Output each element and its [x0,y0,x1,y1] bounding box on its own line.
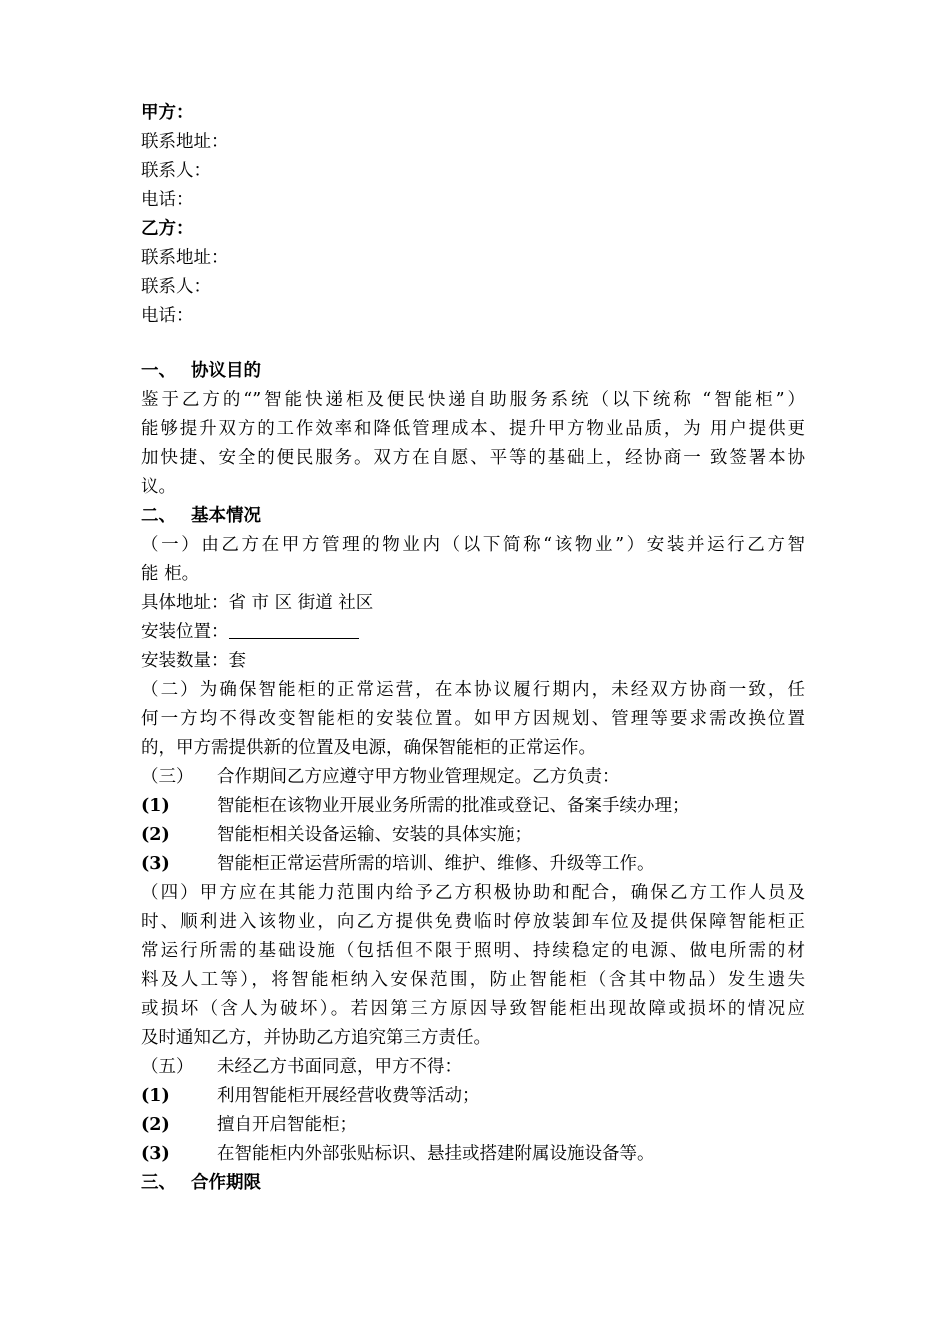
address-line: 具体地址：省 市 区 街道 社区 [141,593,374,613]
section-2-p5-number: （五） [141,1057,194,1077]
section-2-p4-line-3: 常运行所需的基础设施（包括但不限于照明、持续稳定的电源、做电所需的材 [141,941,805,961]
item-number: (1) [141,796,170,816]
section-1-line-3: 加快捷、安全的便民服务。双方在自愿、平等的基础上，经协商一 致签署本协 [141,448,805,468]
section-2-p3-number: （三） [141,767,194,787]
party-a-address: 联系地址： [141,132,229,152]
party-b-contact: 联系人： [141,277,211,297]
section-2-number: 二、 [141,506,176,526]
section-2-p2-line-3: 的，甲方需提供新的位置及电源，确保智能柜的正常运作。 [141,738,596,758]
party-a-contact: 联系人： [141,161,211,181]
item-number: (2) [141,825,170,845]
section-2-p5-text: 未经乙方书面同意，甲方不得： [217,1057,462,1077]
section-2-p5-item-2 [141,1111,357,1140]
item-text: 擅自开启智能柜； [217,1115,357,1135]
section-2-p3-item-2 [141,821,532,850]
section-2-p3-item-1 [141,792,690,821]
section-2-p5-item-3 [141,1140,655,1169]
item-number: (1) [141,1086,170,1106]
section-3-title: 合作期限 [191,1173,261,1193]
item-text: 智能柜正常运营所需的培训、维护、维修、升级等工作。 [217,854,655,874]
section-1-line-1: 鉴于乙方的“”智能快递柜及便民快递自助服务系统（以下统称 “智能柜”） [141,390,805,410]
install-position-line [141,618,359,647]
section-2-p5-head [141,1053,462,1082]
section-2-p2-line-2: 何一方均不得改变智能柜的安装位置。如甲方因规划、管理等要求需改换位置 [141,709,805,729]
install-quantity-line: 安装数量：套 [141,651,246,671]
section-2-p3-head [141,763,620,792]
section-3-heading [141,1169,261,1198]
section-1-heading [141,357,261,386]
section-2-p5-item-1 [141,1082,480,1111]
section-3-number: 三、 [141,1173,176,1193]
item-number: (3) [141,854,170,874]
section-2-heading [141,502,261,531]
item-number: (3) [141,1144,170,1164]
party-a-title: 甲方： [141,103,194,123]
section-2-title: 基本情况 [191,506,261,526]
install-position-label: 安装位置： [141,622,229,642]
section-1-number: 一、 [141,361,176,381]
section-2-p4-line-1: （四）甲方应在其能力范围内给予乙方积极协助和配合，确保乙方工作人员及 [141,883,805,903]
party-b-title: 乙方： [141,219,194,239]
section-1-line-4: 议。 [141,477,176,497]
install-position-blank [229,620,359,639]
party-b-address: 联系地址： [141,248,229,268]
section-2-p3-item-3 [141,850,655,879]
section-2-p3-text: 合作期间乙方应遵守甲方物业管理规定。乙方负责： [217,767,620,787]
section-2-p1-line-2: 能 柜。 [141,564,200,584]
party-b-phone: 电话： [141,306,194,326]
section-2-p4-line-6: 及时通知乙方，并协助乙方追究第三方责任。 [141,1028,491,1048]
item-text: 在智能柜内外部张贴标识、悬挂或搭建附属设施设备等。 [217,1144,655,1164]
section-2-p1-line-1: （一）由乙方在甲方管理的物业内（以下简称“该物业”）安装并运行乙方智 [141,535,805,555]
section-1-title: 协议目的 [191,361,261,381]
section-2-p4-line-4: 料及人工等），将智能柜纳入安保范围，防止智能柜（含其中物品）发生遗失 [141,970,805,990]
party-a-phone: 电话： [141,190,194,210]
item-text: 智能柜相关设备运输、安装的具体实施； [217,825,532,845]
item-number: (2) [141,1115,170,1135]
item-text: 利用智能柜开展经营收费等活动； [217,1086,480,1106]
item-text: 智能柜在该物业开展业务所需的批准或登记、备案手续办理； [217,796,690,816]
section-2-p4-line-2: 时、顺利进入该物业，向乙方提供免费临时停放装卸车位及提供保障智能柜正 [141,912,805,932]
section-1-line-2: 能够提升双方的工作效率和降低管理成本、提升甲方物业品质，为 用户提供更 [141,419,805,439]
section-2-p4-line-5: 或损坏（含人为破坏）。若因第三方原因导致智能柜出现故障或损坏的情况应 [141,999,805,1019]
section-2-p2-line-1: （二）为确保智能柜的正常运营，在本协议履行期内，未经双方协商一致，任 [141,680,805,700]
